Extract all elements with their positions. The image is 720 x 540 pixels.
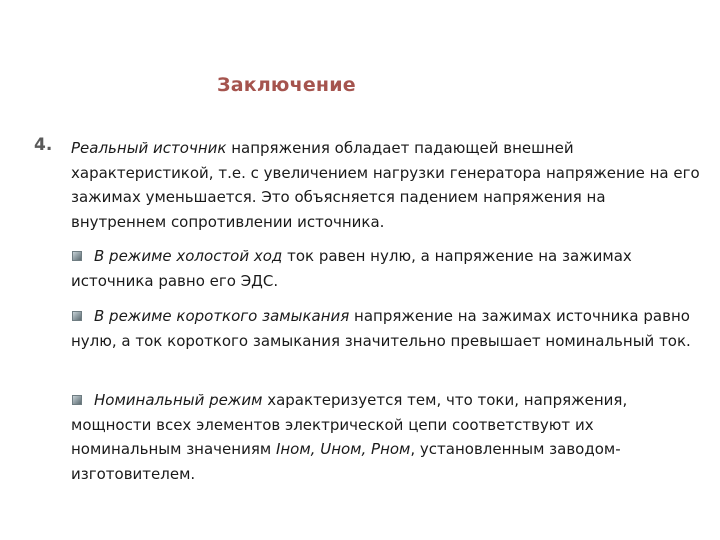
bullet-text-end: , установленным заводом-изготовителем.: [71, 440, 621, 483]
bullet-item-idle-mode: [71, 244, 701, 293]
square-bullet-icon: [72, 311, 82, 321]
main-paragraph-text: напряжения обладает падающей внешней характеристикой, т.е. с увеличением нагрузки генератора напряжение на его зажимах уменьшается. Это объясняется падением напряжения на внутреннем сопротивлении источника.: [71, 139, 700, 231]
bullet-italic-nominal-values: Iном, Uном, Pном: [275, 440, 411, 458]
bullet-item-short-circuit: [71, 304, 701, 353]
bullet-italic: Номинальный режим: [94, 391, 263, 409]
square-bullet-icon: [72, 395, 82, 405]
bullet-text: характеризуется тем, что токи, напряжения, мощности всех элементов электрической цепи соответствуют их номинальным значениям: [71, 391, 628, 458]
item-number: 4.: [34, 135, 53, 155]
bullet-italic: В режиме короткого замыкания: [94, 307, 350, 325]
bullet-item-nominal-mode: [71, 388, 701, 486]
square-bullet-icon: [72, 251, 82, 261]
bullet-text: ток равен нулю, а напряжение на зажимах источника равно его ЭДС.: [71, 247, 632, 290]
main-paragraph-italic: Реальный источник: [71, 139, 227, 157]
bullet-text: напряжение на зажимах источника равно нулю, а ток короткого замыкания значительно превышает номинальный ток.: [71, 307, 691, 350]
slide-title: Заключение: [217, 74, 356, 96]
bullet-italic: В режиме холостой ход: [94, 247, 283, 265]
main-paragraph: [71, 136, 701, 234]
